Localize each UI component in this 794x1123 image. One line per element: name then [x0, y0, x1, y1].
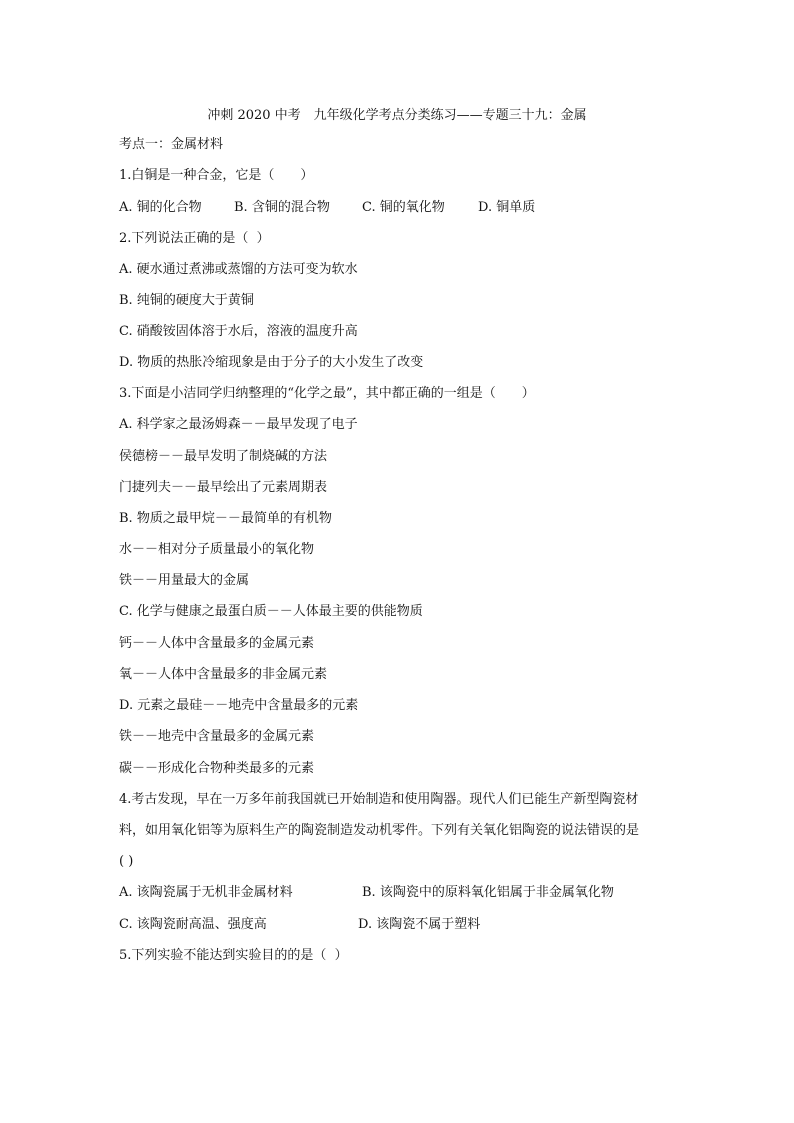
question-2-option-a: A. 硬水通过煮沸或蒸馏的方法可变为软水 [119, 262, 358, 277]
question-3-line: 水－－相对分子质量最小的氧化物 [119, 542, 315, 557]
question-1-option-a: A. 铜的化合物 [119, 200, 202, 215]
document-title: 冲刺 2020 中考 九年级化学考点分类练习——专题三十九：金属 [207, 108, 587, 123]
question-4-stem-line: 4.考古发现，早在一万多年前我国就已开始制造和使用陶器。现代人们已能生产新型陶瓷材 [119, 792, 639, 807]
question-3-line: 铁－－用量最大的金属 [119, 573, 250, 588]
question-2-option-d: D. 物质的热胀冷缩现象是由于分子的大小发生了改变 [119, 355, 424, 370]
question-1-option-d: D. 铜单质 [478, 200, 536, 215]
question-1-option-b: B. 含铜的混合物 [234, 200, 330, 215]
question-2-option-b: B. 纯铜的硬度大于黄铜 [119, 293, 254, 308]
question-3-line: A. 科学家之最汤姆森－－最早发现了电子 [119, 417, 358, 432]
question-3-line: 铁－－地壳中含量最多的金属元素 [119, 729, 315, 744]
question-3-line: D. 元素之最硅－－地壳中含量最多的元素 [119, 698, 359, 713]
question-4-option-d: D. 该陶瓷不属于塑料 [358, 917, 481, 932]
question-3-stem: 3.下面是小洁同学归纳整理的“化学之最”，其中都正确的一组是（ ） [119, 386, 535, 401]
question-3-line: B. 物质之最甲烷－－最简单的有机物 [119, 511, 332, 526]
question-4-option-c: C. 该陶瓷耐高温、强度高 [119, 917, 267, 932]
question-4-stem-line: 料，如用氧化铝等为原料生产的陶瓷制造发动机零件。下列有关氧化铝陶瓷的说法错误的是 [119, 823, 640, 838]
question-3-line: 碳－－形成化合物种类最多的元素 [119, 761, 315, 776]
question-2-option-c: C. 硝酸铵固体溶于水后，溶液的温度升高 [119, 324, 358, 339]
section-heading: 考点一：金属材料 [119, 137, 224, 152]
question-1-option-c: C. 铜的氧化物 [362, 200, 445, 215]
question-3-line: 侯德榜－－最早发明了制烧碱的方法 [119, 449, 328, 464]
question-4-stem-line: ( ) [119, 854, 134, 869]
question-5-stem: 5.下列实验不能达到实验目的的是（ ） [119, 948, 348, 963]
question-2-stem: 2.下列说法正确的是（ ） [119, 231, 270, 246]
question-4-option-b: B. 该陶瓷中的原料氧化铝属于非金属氧化物 [362, 885, 614, 900]
question-3-line: 门捷列夫－－最早绘出了元素周期表 [119, 480, 328, 495]
question-3-line: 氧－－人体中含量最多的非金属元素 [119, 667, 328, 682]
question-4-option-a: A. 该陶瓷属于无机非金属材料 [119, 885, 293, 900]
question-3-line: 钙－－人体中含量最多的金属元素 [119, 636, 315, 651]
question-3-line: C. 化学与健康之最蛋白质－－人体最主要的供能物质 [119, 604, 423, 619]
question-1-stem: 1.白铜是一种合金，它是（ ） [119, 168, 314, 183]
